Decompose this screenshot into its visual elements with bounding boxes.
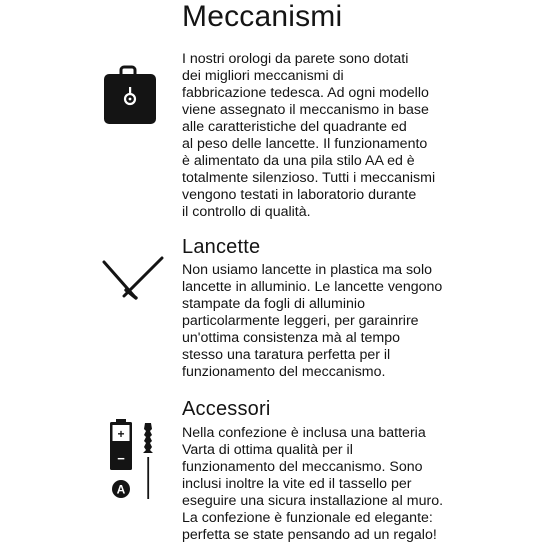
body-line: particolarmente leggeri, per garainrire	[182, 313, 419, 329]
section-body-lancette	[182, 262, 542, 381]
body-line: Nella confezione è inclusa una batteria	[182, 425, 426, 441]
battery-label: A	[116, 482, 126, 497]
body-line: vengono testati in laboratorio durante	[182, 187, 417, 203]
body-line: I nostri orologi da parete sono dotati	[182, 51, 409, 67]
body-line: stampate da fogli di alluminio	[182, 296, 365, 312]
section-title-meccanismi: Meccanismi	[182, 0, 343, 33]
body-line: è alimentato da una pila stilo AA ed è	[182, 153, 415, 169]
body-line: La confezione è funzionale ed elegante:	[182, 510, 433, 526]
body-line: il controllo di qualità.	[182, 204, 311, 220]
body-line: funzionamento del meccanismo.	[182, 364, 386, 380]
clock-movement-icon	[96, 64, 168, 128]
wall-plug	[143, 423, 153, 453]
section-body-accessori	[182, 425, 542, 544]
body-line: totalmente silenzioso. Tutti i meccanismi	[182, 170, 436, 186]
section-title-lancette: Lancette	[182, 236, 261, 258]
battery-minus: −	[117, 451, 125, 466]
battery-and-screw-icon	[96, 417, 168, 501]
body-line: lancette in alluminio. Le lancette vengono	[182, 279, 443, 295]
battery-plus: +	[117, 427, 125, 441]
body-line: eseguire una sicura installazione al muro.	[182, 493, 444, 509]
body-line: fabbricazione tedesca. Ad ogni modello	[182, 85, 429, 101]
body-line: un'ottima consistenza mà al tempo	[182, 330, 400, 346]
body-line: dei migliori meccanismi di	[182, 68, 344, 84]
body-line: stesso una taratura perfetta per il	[182, 347, 391, 363]
body-line: al peso delle lancette. Il funzionamento	[182, 136, 428, 152]
body-line: inclusi inoltre la vite ed il tassello per	[182, 476, 412, 492]
section-body-meccanismi	[182, 51, 542, 221]
body-line: funzionamento del meccanismo. Sono	[182, 459, 423, 475]
section-title-accessori: Accessori	[182, 398, 271, 420]
screw-shaft	[147, 457, 149, 499]
body-line: perfetta se state pensando ad un regalo!	[182, 527, 437, 543]
body-line: alle caratteristiche del quadrante ed	[182, 119, 407, 135]
clock-hands-icon	[96, 254, 168, 304]
body-line: Varta di ottima qualità per il	[182, 442, 353, 458]
body-line: Non usiamo lancette in plastica ma solo	[182, 262, 432, 278]
body-line: viene assegnato il meccanismo in base	[182, 102, 429, 118]
